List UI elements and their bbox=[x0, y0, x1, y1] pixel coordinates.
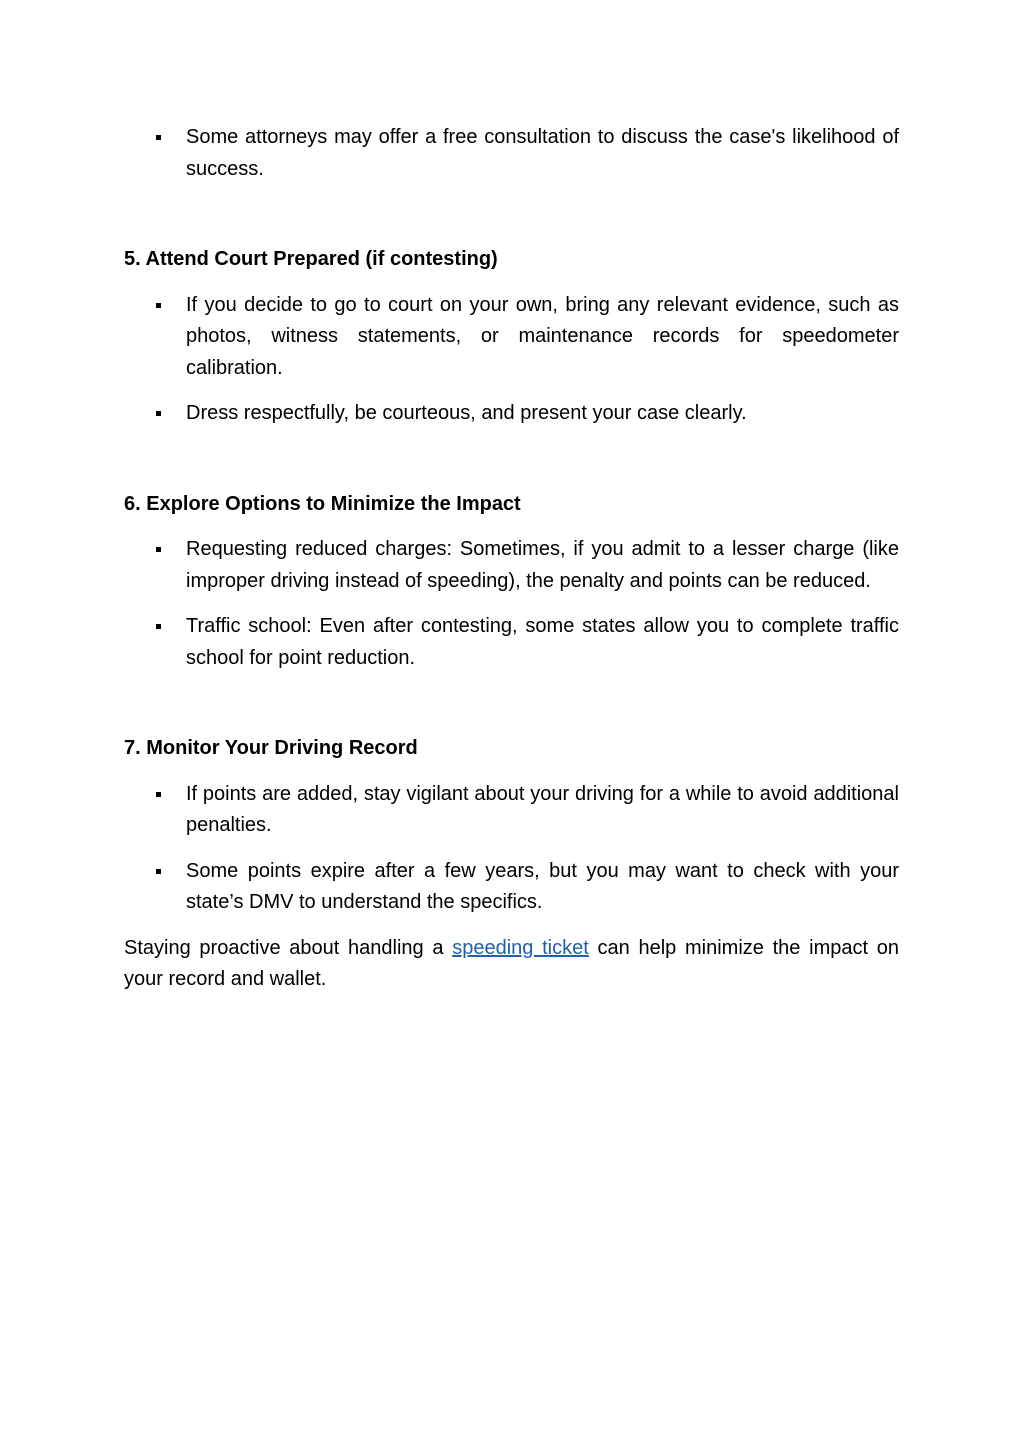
closing-paragraph bbox=[124, 933, 899, 996]
section-attend-court bbox=[124, 244, 899, 430]
bullet-list bbox=[124, 534, 899, 674]
square-bullet-icon bbox=[156, 547, 161, 552]
section-spacer bbox=[124, 688, 899, 733]
list-item bbox=[124, 856, 899, 919]
square-bullet-icon bbox=[156, 303, 161, 308]
bullet-text: If points are added, stay vigilant about your driving for a while to avoid additional penalties. bbox=[186, 782, 899, 836]
list-item bbox=[124, 779, 899, 842]
section-explore-options bbox=[124, 489, 899, 675]
square-bullet-icon bbox=[156, 411, 161, 416]
bullet-text: If you decide to go to court on your own, bring any relevant evidence, such as photos, witness statements, or maintenance records for speedometer calibration. bbox=[186, 293, 899, 379]
section-heading: 7. Monitor Your Driving Record bbox=[124, 737, 418, 759]
bullet-text: Traffic school: Even after contesting, some states allow you to complete traffic school for point reduction. bbox=[186, 615, 899, 669]
bullet-text: Dress respectfully, be courteous, and present your case clearly. bbox=[186, 402, 747, 424]
bullet-list bbox=[124, 290, 899, 430]
section-heading: 5. Attend Court Prepared (if contesting) bbox=[124, 248, 498, 270]
list-item bbox=[124, 398, 899, 430]
list-item bbox=[124, 122, 899, 185]
section-spacer bbox=[124, 444, 899, 489]
closing-text-before: Staying proactive about handling a bbox=[124, 936, 453, 959]
square-bullet-icon bbox=[156, 869, 161, 874]
section-monitor-record bbox=[124, 733, 899, 919]
intro-bullet-list bbox=[124, 122, 899, 185]
square-bullet-icon bbox=[156, 135, 161, 140]
section-heading: 6. Explore Options to Minimize the Impact bbox=[124, 492, 521, 515]
square-bullet-icon bbox=[156, 792, 161, 797]
list-item bbox=[124, 534, 899, 597]
bullet-list bbox=[124, 779, 899, 919]
section-spacer bbox=[124, 199, 899, 244]
bullet-text: Requesting reduced charges: Sometimes, if you admit to a lesser charge (like improper driving instead of speeding), the penalty and points can be reduced. bbox=[186, 538, 899, 592]
square-bullet-icon bbox=[156, 624, 161, 629]
speeding-ticket-link[interactable]: speeding ticket bbox=[452, 936, 589, 959]
document-page bbox=[124, 122, 899, 996]
bullet-text: Some attorneys may offer a free consultation to discuss the case's likelihood of success. bbox=[186, 126, 899, 180]
list-item bbox=[124, 290, 899, 385]
list-item bbox=[124, 611, 899, 674]
closing-text-after: can help minimize the impact on your record and wallet. bbox=[124, 936, 899, 990]
bullet-text: Some points expire after a few years, but you may want to check with your state’s DMV to understand the specifics. bbox=[186, 859, 899, 913]
